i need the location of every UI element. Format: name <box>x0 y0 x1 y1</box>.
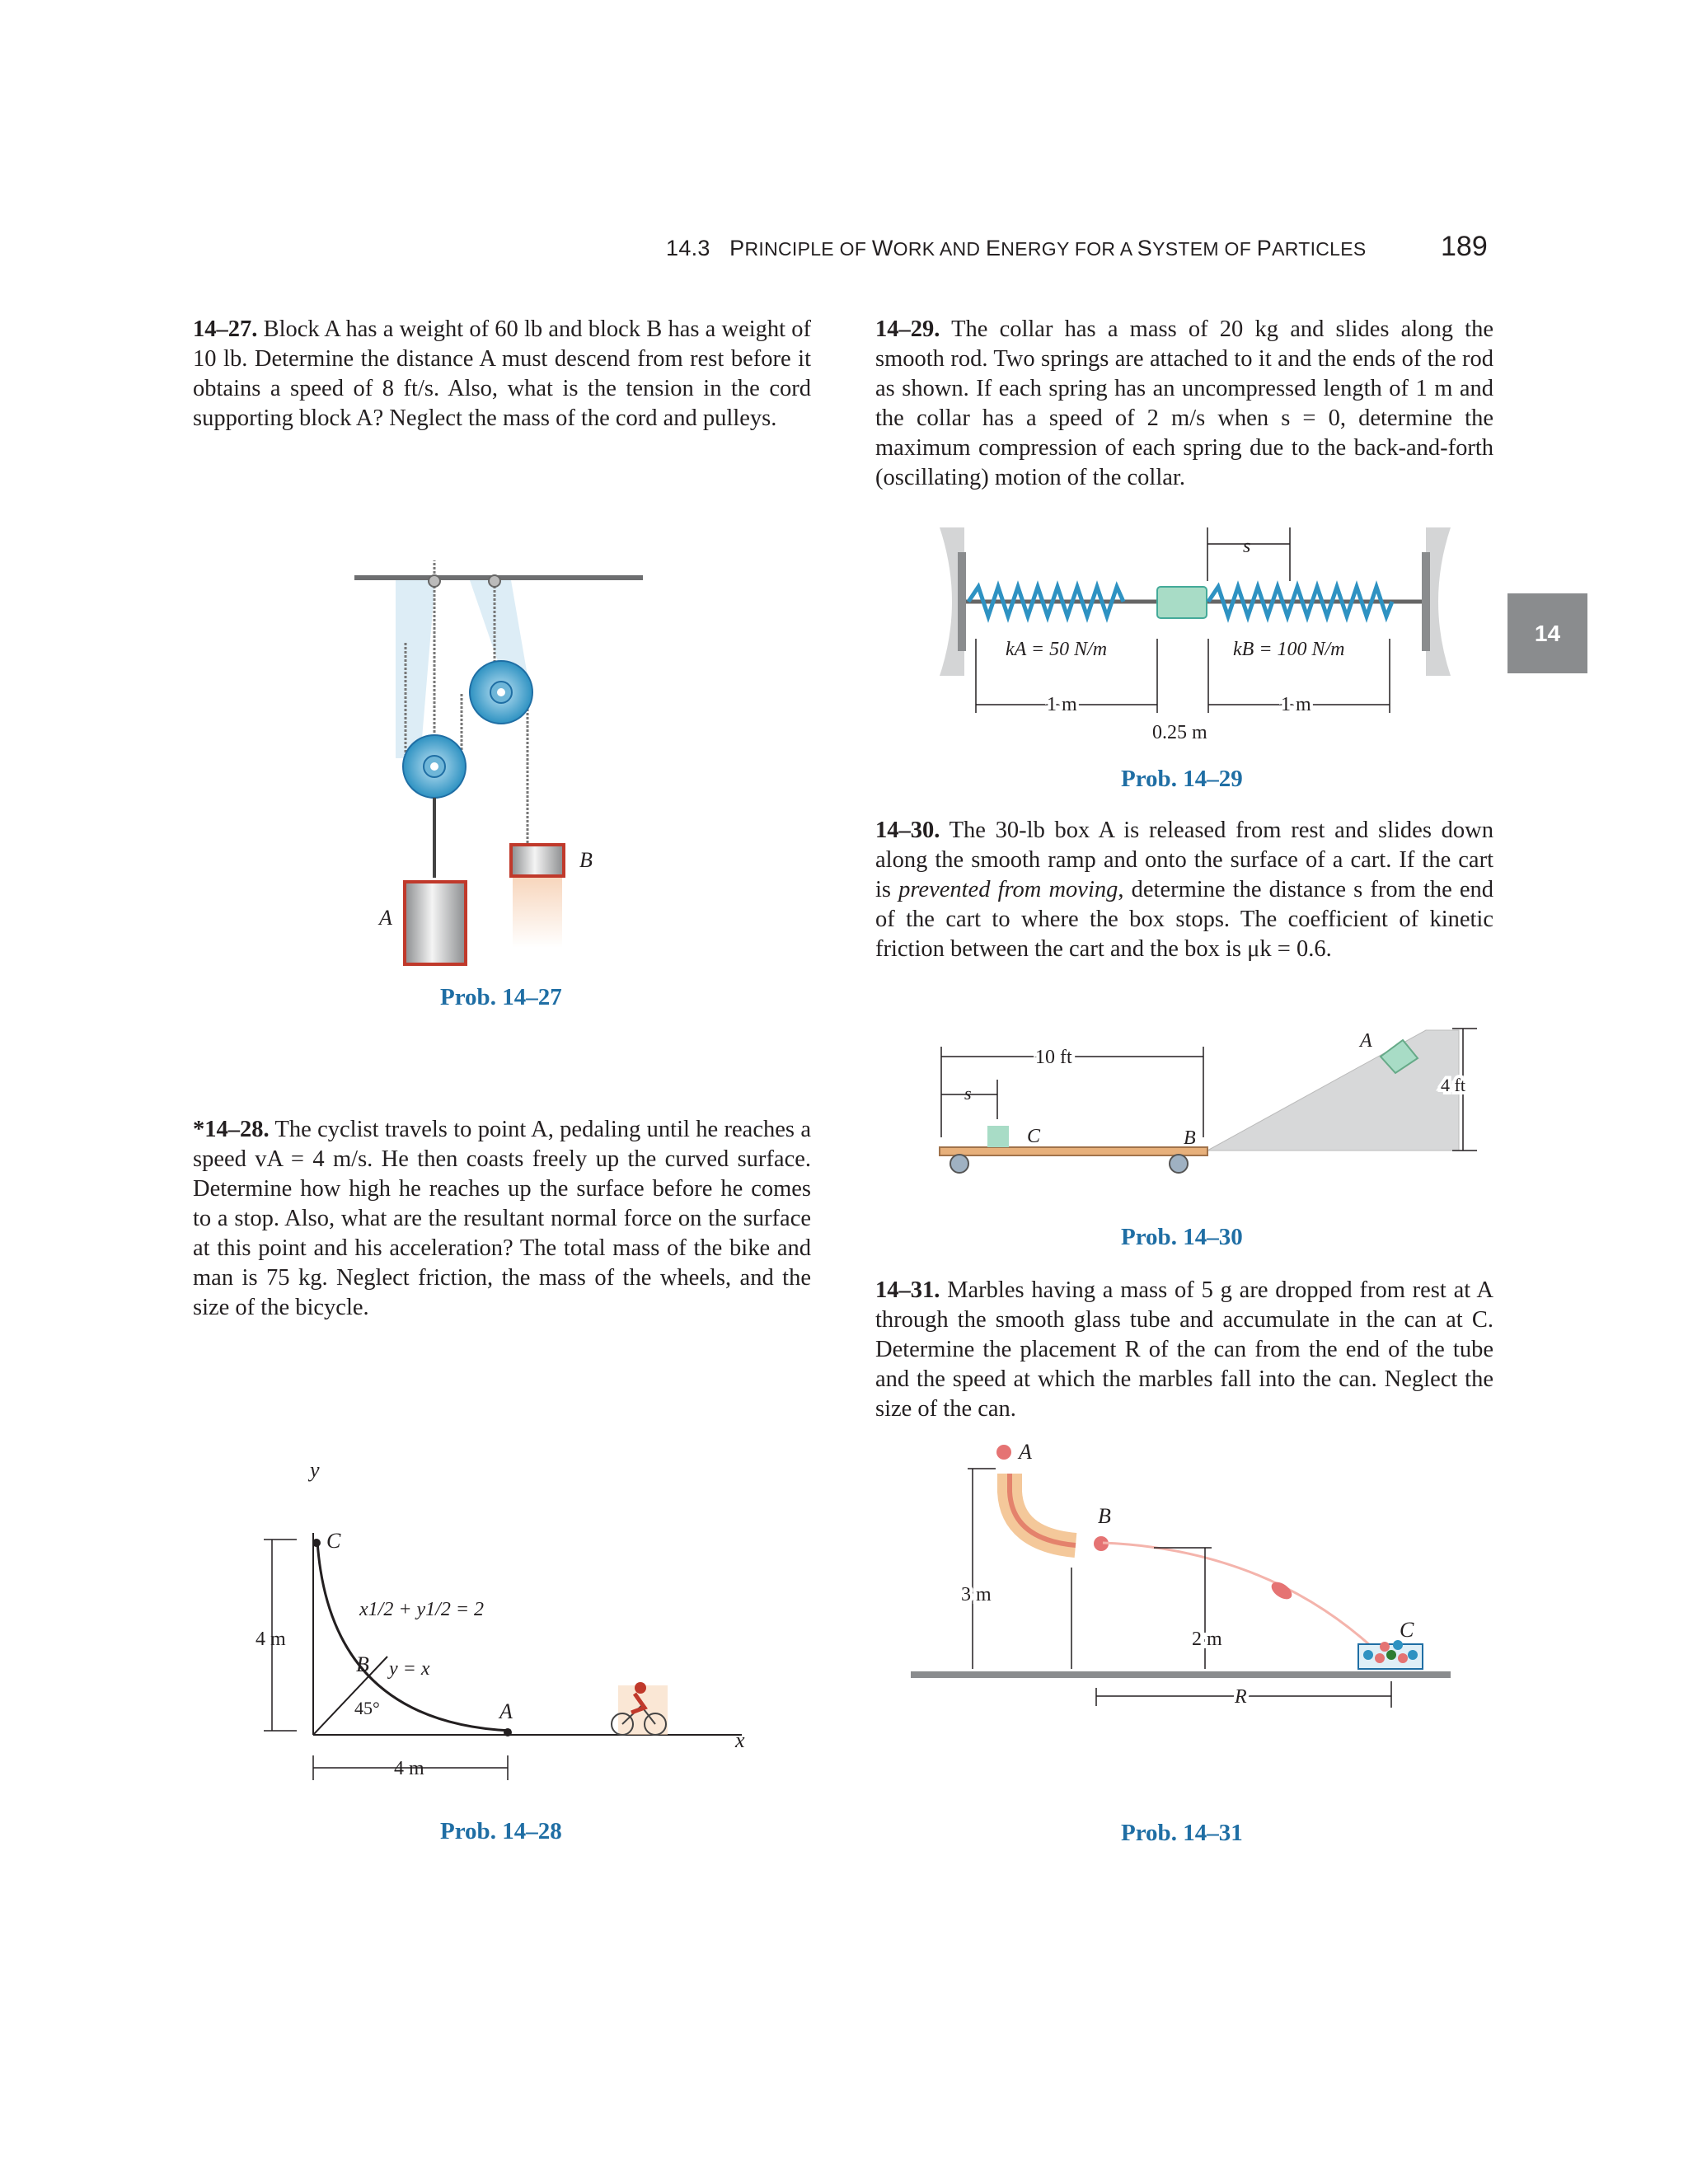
svg-text:y: y <box>310 1458 320 1482</box>
svg-text:s: s <box>1243 536 1251 557</box>
svg-text:s: s <box>964 1083 972 1104</box>
left-wall <box>958 552 966 651</box>
problem-14-31 <box>875 1276 1493 1424</box>
page-number: 189 <box>1441 231 1488 262</box>
figure-14-28 <box>247 1451 775 1805</box>
section-number: 14.3 <box>666 236 710 260</box>
svg-text:10 ft: 10 ft <box>1035 1047 1072 1068</box>
problem-text: Marbles having a mass of 5 g are dropped from rest at A through the smooth glass tube and accumulate in the can at C. Determine the placement R of the can from the end of the tube and the speed at which the marbles fall into the can. Neglect the size of the can. <box>875 1277 1494 1422</box>
collar <box>1157 587 1207 618</box>
problem-number: 14–31. <box>875 1277 940 1303</box>
problem-text: The cyclist travels to point A, pedaling until he reaches a speed vA = 4 m/s. He then coasts freely up the curved surface. Determine how high he reaches up the surface before he comes to a stop. Also, what are the resultant normal force on the surface at this point and his acceleration? The total mass of the bike and man is 75 kg. Neglect friction, the mass of the wheels, and the size of the bicycle. <box>193 1117 811 1320</box>
label-b: B <box>579 848 593 872</box>
chapter-tab: 14 <box>1507 593 1587 673</box>
svg-text:B: B <box>1184 1127 1196 1149</box>
problem-number: 14–29. <box>875 316 940 342</box>
line-y-eq-x <box>313 1657 387 1735</box>
svg-text:x1/2 + y1/2 = 2: x1/2 + y1/2 = 2 <box>359 1599 485 1620</box>
section-title: PRINCIPLE OF WORK AND ENERGY FOR A SYSTEM OF PARTICLES <box>729 236 1367 260</box>
svg-text:1 m: 1 m <box>1047 694 1077 715</box>
svg-text:C: C <box>1400 1618 1414 1642</box>
problem-text: The collar has a mass of 20 kg and slides along the smooth rod. Two springs are attached to it and the ends of the rod as shown. If each spring has an uncompressed length of 1 m and the collar has a speed of 2 m/s when s = 0, determine the maximum compression of each spring due to the back-and-forth (oscillating) motion of the collar. <box>875 316 1493 490</box>
svg-text:2 m: 2 m <box>1192 1629 1222 1650</box>
svg-text:A: A <box>499 1699 513 1723</box>
svg-text:A: A <box>1019 1440 1032 1464</box>
caption-14-29: Prob. 14–29 <box>1121 766 1243 792</box>
cyclist <box>612 1682 668 1735</box>
svg-text:R: R <box>1235 1686 1247 1708</box>
glass-tube <box>1010 1474 1076 1545</box>
svg-text:4 m: 4 m <box>256 1629 286 1650</box>
problem-number: *14–28. <box>193 1117 270 1142</box>
marble-a <box>996 1445 1011 1460</box>
svg-text:4 ft: 4 ft <box>1441 1075 1465 1095</box>
right-wall <box>1422 552 1430 651</box>
svg-text:45°: 45° <box>354 1698 380 1718</box>
svg-text:B: B <box>356 1652 369 1676</box>
figure-14-27 <box>346 560 659 948</box>
ramp <box>1207 1030 1459 1151</box>
problem-14-28 <box>193 1115 811 1323</box>
svg-text:A: A <box>1360 1030 1372 1052</box>
problem-number: 14–30. <box>875 818 940 843</box>
problem-number: 14–27. <box>193 316 258 342</box>
running-header <box>666 236 1367 261</box>
svg-text:kB = 100 N/m: kB = 100 N/m <box>1233 639 1345 660</box>
figure-14-29 <box>931 519 1459 750</box>
caption-14-31: Prob. 14–31 <box>1121 1820 1243 1846</box>
curve <box>317 1541 511 1731</box>
problem-14-27 <box>193 315 811 434</box>
problem-text: Block A has a weight of 60 lb and block B has a weight of 10 lb. Determine the distance A must descend from rest before it obtains a speed of 8 ft/s. Also, what is the tension in the cord supporting block A? Neglect the mass of the cord and pulleys. <box>193 316 812 431</box>
svg-text:C: C <box>1027 1126 1041 1147</box>
problem-14-29 <box>875 315 1493 493</box>
figure-14-30 <box>931 1014 1475 1212</box>
can-c <box>1358 1640 1423 1669</box>
trajectory <box>1103 1543 1381 1655</box>
svg-text:1 m: 1 m <box>1281 694 1311 715</box>
svg-text:x: x <box>735 1728 745 1752</box>
cart <box>940 1147 1207 1155</box>
block-b <box>511 845 564 876</box>
label-a: A <box>379 906 392 930</box>
svg-text:C: C <box>326 1529 341 1553</box>
caption-14-27: Prob. 14–27 <box>440 984 562 1010</box>
svg-text:B: B <box>1098 1504 1111 1528</box>
svg-text:3 m: 3 m <box>961 1584 992 1605</box>
problem-14-30: 14–30. The 30-lb box A is released from rest and slides down along the smooth ramp and onto the surface of a cart. If the cart is prevented from moving, determine the distance s from the end of the cart to where the box stops. The coefficient of kinetic friction between the cart and the box is μk = 0.6. <box>875 818 1493 962</box>
box-c <box>987 1126 1009 1147</box>
svg-text:kA = 50 N/m: kA = 50 N/m <box>1006 639 1108 660</box>
svg-text:0.25 m: 0.25 m <box>1152 722 1207 743</box>
figure-14-31 <box>907 1442 1459 1813</box>
caption-14-28: Prob. 14–28 <box>440 1818 562 1844</box>
svg-text:4 m: 4 m <box>394 1758 424 1779</box>
svg-text:y = x: y = x <box>389 1658 430 1680</box>
block-a <box>405 882 466 964</box>
caption-14-30: Prob. 14–30 <box>1121 1224 1243 1250</box>
